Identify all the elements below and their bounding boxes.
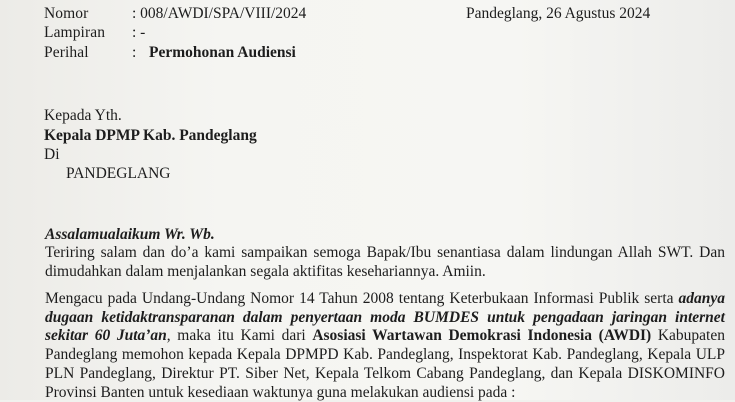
nomor-value: : 008/AWDI/SPA/VIII/2024 [132, 5, 307, 22]
recipient-name: Kepala DPMP Kab. Pandeglang [44, 127, 257, 144]
paragraph-2-line-5: PLN Pandeglang, Direktur PT. Siber Net, Kepala Telkom Cabang Pandeglang, dan Kepala DISKOMINFO [45, 364, 725, 382]
paragraph-1-line-1: Teriring salam dan do’a kami sampaikan semoga Bapak/Ibu senantiasa dalam lindungan Allah SWT. Dan [45, 244, 725, 261]
paragraph-2-emphasis: sekitar 60 Juta’an [45, 327, 167, 345]
paragraph-2-line-3 [45, 327, 725, 346]
paragraph-2-line-2: dugaan ketidaktransparanan dalam penyertaan moda BUMDES untuk pengadaan jaringan internet [45, 308, 725, 326]
paragraph-2-line-1 [45, 290, 725, 309]
recipient-salutation: Kepada Yth. [44, 107, 122, 124]
nomor-label: Nomor [44, 5, 89, 22]
paragraph-2-text: , maka itu Kami dari [166, 327, 313, 345]
greeting: Assalamualaikum Wr. Wb. [45, 226, 215, 243]
place-date: Pandeglang, 26 Agustus 2024 [466, 5, 651, 22]
paragraph-2-emphasis: adanya [678, 290, 725, 307]
perihal-colon: : [132, 44, 137, 61]
paragraph-2 [45, 290, 725, 402]
recipient-city: PANDEGLANG [66, 165, 171, 182]
paragraph-2-text: Mengacu pada Undang-Undang Nomor 14 Tahun 2008 tentang Keterbukaan Informasi Publik serta [45, 290, 679, 307]
paragraph-1 [45, 244, 725, 281]
paragraph-2-line-4: Pandeglang memohon kepada Kepala DPMPD Kab. Pandeglang, Inspektorat Kab. Pandeglang, Kepala ULP [45, 346, 725, 364]
organization-name: Asosiasi Wartawan Demokrasi Indonesia (AWDI) [312, 327, 652, 345]
perihal-label: Perihal [44, 44, 89, 61]
lampiran-value: : - [132, 24, 146, 41]
paragraph-1-line-2: dimudahkan dalam menjalankan segala aktifitas kesehariannya. Amiin. [45, 262, 486, 280]
perihal-value: Permohonan Audiensi [149, 44, 296, 61]
paragraph-2-text: Kabupaten [651, 327, 725, 345]
paragraph-2-line-6: Provinsi Banten untuk kesediaan waktunya guna melakukan audiensi pada : [45, 383, 516, 401]
recipient-di: Di [44, 146, 60, 163]
lampiran-label: Lampiran [44, 24, 106, 41]
